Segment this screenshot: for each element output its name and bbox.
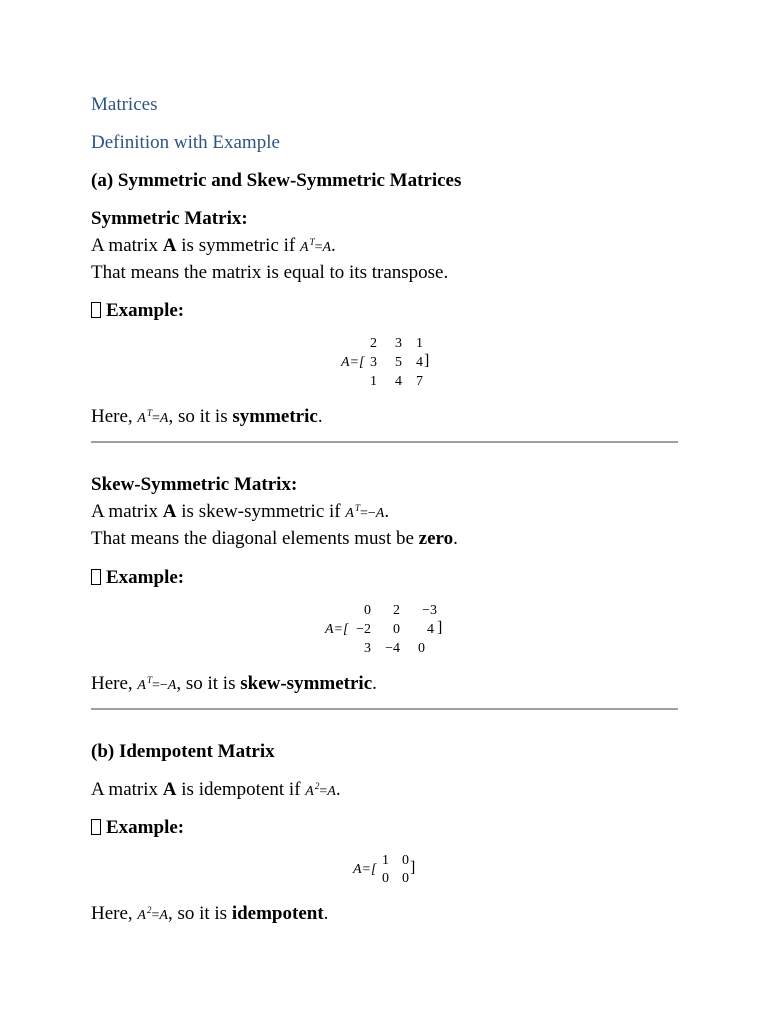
text: A matrix <box>91 235 163 256</box>
section-a-title: (a) Symmetric and Skew-Symmetric Matrices <box>91 170 462 191</box>
skew-conclusion <box>91 672 377 698</box>
text: . <box>323 903 329 924</box>
math-a: A <box>345 506 354 521</box>
text: , so it is <box>176 673 241 694</box>
skew-meaning <box>91 527 458 551</box>
matrix-close-bracket: ] <box>410 859 416 876</box>
math-a: A <box>305 784 314 799</box>
text: , so it is <box>167 903 232 924</box>
divider <box>91 708 678 710</box>
symmetric-matrix <box>341 334 461 394</box>
formula-at-eq-a <box>137 408 169 426</box>
text: is symmetric if <box>176 235 300 256</box>
math-a: A <box>300 240 309 255</box>
matrix-cell: 2 <box>393 603 400 618</box>
text: . <box>331 235 336 256</box>
symmetric-definition <box>91 234 336 260</box>
text: , so it is <box>168 406 233 427</box>
matrix-cell: 4 <box>416 355 423 370</box>
matrix-cell: 4 <box>395 374 402 389</box>
math-square: 2 <box>314 781 320 791</box>
matrix-label: A=[ <box>341 355 365 370</box>
matrix-cell: 0 <box>402 853 409 868</box>
matrix-cell: −2 <box>356 622 371 637</box>
section-b-title: (b) Idempotent Matrix <box>91 741 275 762</box>
math-a: A <box>159 411 169 426</box>
matrix-cell: 0 <box>402 871 409 886</box>
text: A matrix <box>91 779 163 800</box>
formula-a2-eq-a <box>305 781 336 799</box>
matrix-cell: 3 <box>370 355 377 370</box>
formula-a2-eq-a <box>137 905 168 923</box>
text: . <box>453 528 458 549</box>
math-eq: = <box>319 784 328 799</box>
matrix-cell: 0 <box>364 603 371 618</box>
matrix-cell: 0 <box>418 641 425 656</box>
matrix-cell: 1 <box>370 374 377 389</box>
math-transpose: T <box>354 503 360 513</box>
math-transpose: T <box>146 408 152 418</box>
matrix-cell: 5 <box>395 355 402 370</box>
math-a: A <box>137 678 146 693</box>
text: Here, <box>91 406 138 427</box>
math-a: A <box>327 784 336 799</box>
math-eq-neg: =− <box>359 506 376 521</box>
matrix-cell: 2 <box>370 336 377 351</box>
idempotent-conclusion <box>91 902 328 928</box>
checkbox-icon <box>91 569 101 585</box>
math-a: A <box>137 908 146 923</box>
symmetric-conclusion <box>91 405 323 431</box>
math-a: A <box>167 678 177 693</box>
matrix-label: A=[ <box>325 622 349 637</box>
skew-example-label <box>91 566 184 590</box>
text: . <box>317 406 323 427</box>
math-a: A <box>375 506 385 521</box>
matrix-close-bracket: ] <box>437 619 443 636</box>
matrix-cell: −3 <box>422 603 437 618</box>
example-label-text: Example: <box>106 567 185 588</box>
math-eq: = <box>314 240 323 255</box>
matrix-cell: 1 <box>416 336 423 351</box>
matrix-symbol: A <box>162 779 177 800</box>
math-transpose: T <box>309 237 315 247</box>
keyword: zero <box>418 528 454 549</box>
matrix-cell: 3 <box>395 336 402 351</box>
matrix-cell: 1 <box>382 853 389 868</box>
math-eq-neg: =− <box>152 678 168 693</box>
matrix-cell: 7 <box>416 374 423 389</box>
document-page <box>91 0 678 1024</box>
matrix-symbol: A <box>162 501 177 522</box>
text: is skew-symmetric if <box>176 501 346 522</box>
matrix-cell: 0 <box>393 622 400 637</box>
skew-definition <box>91 500 389 526</box>
matrix-label: A=[ <box>353 862 377 877</box>
symmetric-example-label <box>91 299 184 323</box>
matrix-close-bracket: ] <box>424 352 430 369</box>
math-square: 2 <box>146 905 152 915</box>
math-a: A <box>322 240 332 255</box>
math-a: A <box>159 908 168 923</box>
matrix-cell: 0 <box>382 871 389 886</box>
text: . <box>335 779 341 800</box>
skew-heading: Skew-Symmetric Matrix: <box>91 474 298 495</box>
symmetric-heading: Symmetric Matrix: <box>91 208 248 229</box>
idempotent-example-label <box>91 816 184 840</box>
formula-at-eq-neg-a <box>345 503 385 521</box>
page-title: Matrices <box>91 94 158 115</box>
symmetric-meaning: That means the matrix is equal to its transpose. <box>91 262 449 283</box>
text: A matrix <box>91 501 163 522</box>
checkbox-icon <box>91 302 101 318</box>
text: Here, <box>91 903 138 924</box>
text: Here, <box>91 673 138 694</box>
text: . <box>384 501 390 522</box>
formula-at-eq-a <box>300 237 332 255</box>
idempotent-definition <box>91 778 341 804</box>
matrix-cell: −4 <box>385 641 400 656</box>
idempotent-matrix <box>353 851 443 891</box>
checkbox-icon <box>91 819 101 835</box>
math-a: A <box>137 411 146 426</box>
page-subtitle: Definition with Example <box>91 132 280 153</box>
example-label-text: Example: <box>106 817 185 838</box>
keyword: symmetric <box>232 406 318 427</box>
math-eq: = <box>151 908 160 923</box>
math-eq: = <box>152 411 160 426</box>
text: . <box>372 673 377 694</box>
matrix-cell: 4 <box>427 622 434 637</box>
text: is idempotent if <box>176 779 306 800</box>
formula-at-eq-neg-a <box>137 675 177 693</box>
matrix-symbol: A <box>162 235 177 256</box>
text: That means the diagonal elements must be <box>91 528 419 549</box>
skew-matrix <box>325 601 475 661</box>
math-transpose: T <box>146 675 152 685</box>
keyword: idempotent <box>231 903 324 924</box>
divider <box>91 441 678 443</box>
matrix-cell: 3 <box>364 641 371 656</box>
keyword: skew-symmetric <box>240 673 373 694</box>
example-label-text: Example: <box>106 300 185 321</box>
